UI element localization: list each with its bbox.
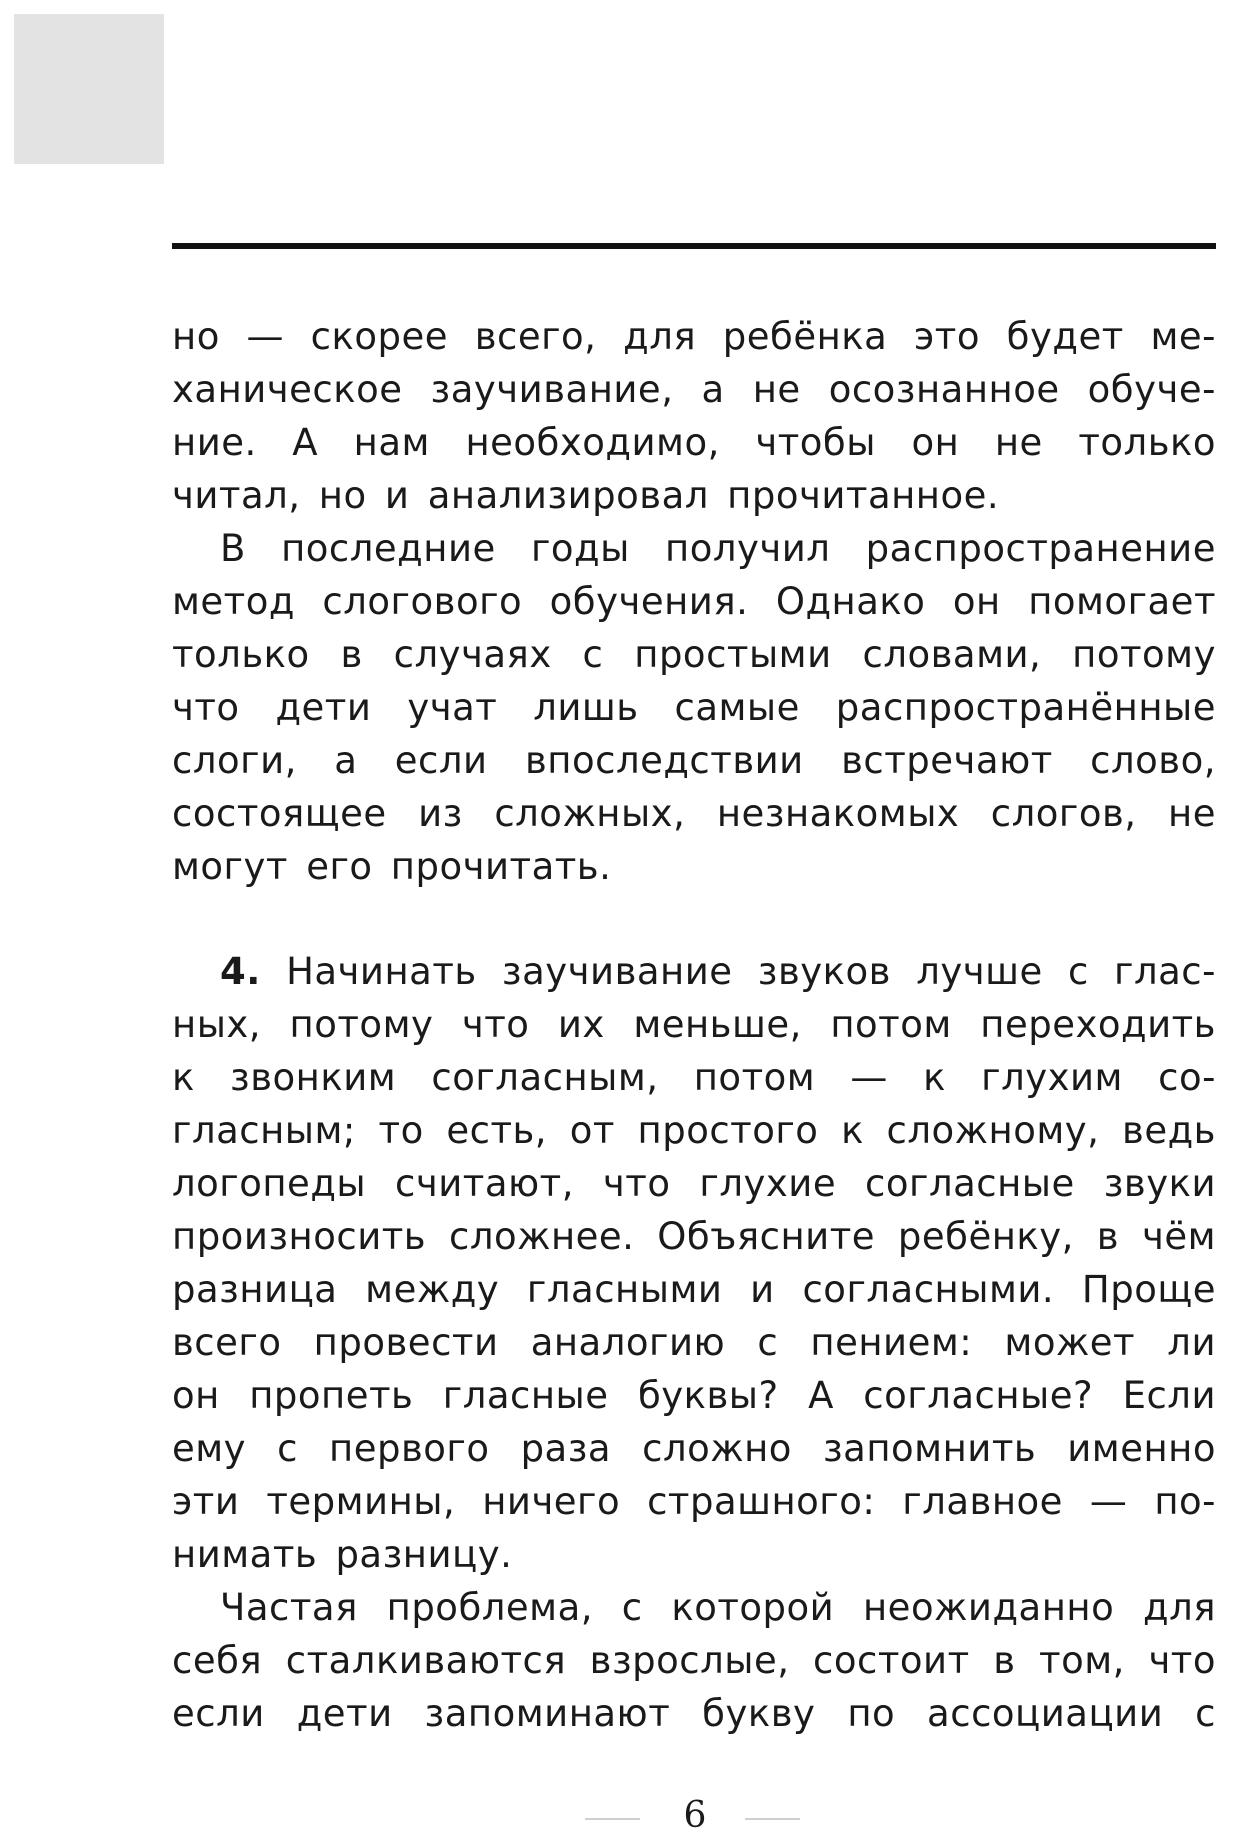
- text-line: только в случаях с простыми словами, потому: [172, 633, 1216, 676]
- footer-rule-left: [585, 1818, 640, 1820]
- text-line: читал, но и анализировал прочитанное.: [172, 474, 1000, 517]
- text-line: к звонким согласным, потом — к глухим со-: [172, 1056, 1216, 1099]
- text-line: [172, 945, 1216, 998]
- body-text: [172, 310, 1216, 1740]
- text-line: себя сталкиваются взрослые, состоит в том, что: [172, 1639, 1216, 1682]
- text-line: гласным; то есть, от простого к сложному, ведь: [172, 1109, 1216, 1152]
- paragraph-gap: [172, 893, 1216, 945]
- text-line: Частая проблема, с которой неожиданно для: [220, 1586, 1216, 1629]
- text-line: могут его прочитать.: [172, 845, 612, 888]
- header-rule: [172, 243, 1216, 249]
- text-line: всего провести аналогию с пением: может ли: [172, 1321, 1216, 1364]
- text-line: ханическое заучивание, а не осознанное обуче-: [172, 368, 1216, 411]
- page-number: 6: [683, 1795, 707, 1836]
- text-line: логопеды считают, что глухие согласные звуки: [172, 1162, 1216, 1205]
- text-line: ние. А нам необходимо, чтобы он не только: [172, 421, 1216, 464]
- text-line: нимать разницу.: [172, 1533, 513, 1576]
- text-line: произносить сложнее. Объясните ребёнку, в чём: [172, 1215, 1216, 1258]
- page-footer: [0, 1796, 1238, 1836]
- text-line: он пропеть гласные буквы? А согласные? Если: [172, 1374, 1216, 1417]
- text-line: если дети запоминают букву по ассоциации с: [172, 1692, 1216, 1735]
- text-line: ему с первого раза сложно запомнить именно: [172, 1427, 1216, 1470]
- text-line: но — скорее всего, для ребёнка это будет ме-: [172, 315, 1216, 358]
- corner-placeholder-block: [14, 14, 164, 164]
- text-line: разница между гласными и согласными. Проще: [172, 1268, 1216, 1311]
- text-line: метод слогового обучения. Однако он помогает: [172, 580, 1216, 623]
- text-line: что дети учат лишь самые распространённые: [172, 686, 1216, 729]
- text-line: ных, потому что их меньше, потом переходить: [172, 1003, 1216, 1046]
- text-line-content: Начинать заучивание звуков лучше с глас-: [286, 950, 1217, 993]
- text-line: состоящее из сложных, незнакомых слогов, не: [172, 792, 1216, 835]
- text-line: эти термины, ничего страшного: главное — по-: [172, 1480, 1216, 1523]
- item-number: 4.: [220, 950, 261, 993]
- footer-rule-right: [745, 1818, 800, 1820]
- text-line: В последние годы получил распространение: [220, 527, 1216, 570]
- text-line: слоги, а если впоследствии встречают слово,: [172, 739, 1216, 782]
